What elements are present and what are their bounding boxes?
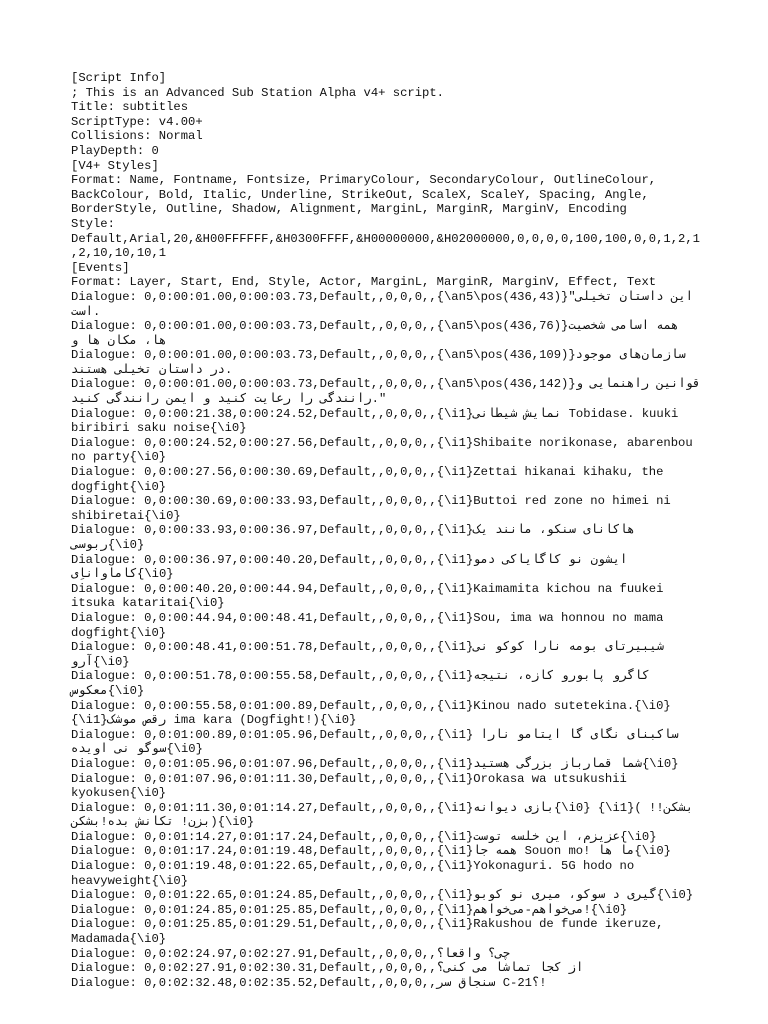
dialogue-line: Dialogue: 0,0:00:33.93,0:00:36.97,Default,,0,0,0,,{\i1}هاکانای سنکو، مانند یک ربوسی{\i0} (71, 523, 642, 552)
collisions-line: Collisions: Normal (71, 129, 203, 144)
dialogue-line: Dialogue: 0,0:00:48.41,0:00:51.78,Default,,0,0,0,,{\i1}شیبیرتای بومه نارا کوکو نی آرو{\i0} (71, 640, 672, 669)
dialogue-line: Dialogue: 0,0:00:36.97,0:00:40.20,Default,,0,0,0,,{\i1}ایشون نو کاگایاکی دمو کاماواناِی{\i0} (71, 552, 635, 582)
section-header-events: [Events] (71, 260, 130, 275)
dialogue-line: Dialogue: 0,0:01:00.89,0:01:05.96,Default,,0,0,0,,{\i1} ساکبنای نگای گا ایتامو نارا سوگو نی اویده{\i0} (71, 727, 686, 757)
section-header-styles: [V4+ Styles] (71, 158, 159, 173)
dialogue-line: Dialogue: 0,0:01:22.65,0:01:24.85,Default,,0,0,0,,{\i1}گیری د سوکو، میری نو کوبو{\i0} (71, 888, 694, 903)
dialogue-line: Dialogue: 0,0:00:21.38,0:00:24.52,Default,,0,0,0,,{\i1}نمایش شیطانی Tobidase. kuuki biribiri saku noise{\i0} (71, 406, 686, 436)
dialogue-line: Dialogue: 0,0:00:01.00,0:00:03.73,Default,,0,0,0,,{\an5\pos(436,76)}همه اسامی شخصیت ها، مکان ها و (71, 319, 686, 348)
style-definition-line: Style: Default,Arial,20,&H00FFFFFF,&H0300FFFF,&H00000000,&H02000000,0,0,0,0,100,100,0,0,1,2,1,2,10,10,10,1 (71, 216, 700, 261)
dialogue-line: Dialogue: 0,0:01:19.48,0:01:22.65,Default,,0,0,0,,{\i1}Yokonaguri. 5G hodo no heavyweight{\i0} (71, 859, 642, 888)
title-line: Title: subtitles (71, 100, 189, 115)
dialogue-line: Dialogue: 0,0:01:24.85,0:01:25.85,Default,,0,0,0,,{\i1}می‌خواهم-می‌خواهم!{\i0} (71, 902, 628, 917)
subtitle-script-document (71, 71, 708, 990)
dialogue-line: Dialogue: 0,0:00:44.94,0:00:48.41,Default,,0,0,0,,{\i1}Sou, ima wa honnou no mama dogfight{\i0} (71, 610, 671, 640)
dialogue-line: Dialogue: 0,0:02:32.48,0:02:35.52,Default,,0,0,0,,سنجاق سر C-21؟! (71, 975, 547, 990)
dialogue-line: Dialogue: 0,0:00:24.52,0:00:27.56,Default,,0,0,0,,{\i1}Shibaite norikonase, abarenbou no party{\i0} (71, 435, 700, 465)
section-header-script-info: [Script Info] (71, 71, 167, 85)
events-format-line: Format: Layer, Start, End, Style, Actor, MarginL, MarginR, MarginV, Effect, Text (71, 275, 657, 290)
dialogue-line: Dialogue: 0,0:00:01.00,0:00:03.73,Default,,0,0,0,,{\an5\pos(436,109)}سازمان‌های موجود در داستان تخیلی هستند. (71, 348, 694, 377)
dialogue-line: Dialogue: 0,0:00:40.20,0:00:44.94,Default,,0,0,0,,{\i1}Kaimamita kichou na fuukei itsuka kataritai{\i0} (71, 581, 671, 611)
dialogue-line: Dialogue: 0,0:00:55.58,0:01:00.89,Default,,0,0,0,,{\i1}Kinou nado sutetekina.{\i0}{\i1}رقص موشک ima kara (Dogfight!){\i0} (71, 698, 671, 728)
dialogue-line: Dialogue: 0,0:02:24.97,0:02:27.91,Default,,0,0,0,,چی؟ واقعا؟ (71, 946, 511, 961)
dialogue-line: Dialogue: 0,0:01:14.27,0:01:17.24,Default,,0,0,0,,{\i1}عزیزم، این خلسه توست{\i0} (71, 829, 657, 844)
dialogue-line: Dialogue: 0,0:01:07.96,0:01:11.30,Default,,0,0,0,,{\i1}Orokasa wa utsukushii kyokusen{\i0} (71, 771, 635, 801)
dialogue-line: Dialogue: 0,0:00:01.00,0:00:03.73,Default,,0,0,0,,{\an5\pos(436,43)}"این داستان تخیلی است. (71, 289, 701, 319)
dialogue-line: Dialogue: 0,0:01:05.96,0:01:07.96,Default,,0,0,0,,{\i1}شما قمارباز بزرگی هستید{\i0} (71, 756, 679, 771)
dialogue-line: Dialogue: 0,0:01:11.30,0:01:14.27,Default,,0,0,0,,{\i1}بازی دیوانه{\i0} {\i1}( !بشکن! بزن! تکانش بده!بشکن){\i0} (71, 800, 701, 830)
script-type-line: ScriptType: v4.00+ (71, 114, 203, 129)
styles-format-line: Format: Name, Fontname, Fontsize, PrimaryColour, SecondaryColour, OutlineColour, BackColour, Bold, Italic, Underline, StrikeOut, ScaleX, ScaleY, Spacing, Angle, BorderStyle, Outline, Shadow, Alignment, MarginL, MarginR, MarginV, Encoding (71, 173, 664, 217)
dialogue-line: Dialogue: 0,0:00:27.56,0:00:30.69,Default,,0,0,0,,{\i1}Zettai hikanai kihaku, the dogfight{\i0} (71, 465, 671, 494)
dialogue-line: Dialogue: 0,0:00:51.78,0:00:55.58,Default,,0,0,0,,{\i1}کاگرو پابورو کازه، نتیجه معکوس{\i0} (71, 669, 657, 698)
dialogue-line: Dialogue: 0,0:01:25.85,0:01:29.51,Default,,0,0,0,,{\i1}Rakushou de funde ikeruze, Madamada{\i0} (71, 917, 671, 947)
dialogue-line: Dialogue: 0,0:01:17.24,0:01:19.48,Default,,0,0,0,,{\i1}همه جا Souon mo! ما ها{\i0} (71, 844, 671, 859)
comment-line: ; This is an Advanced Sub Station Alpha v4+ script. (71, 85, 444, 100)
play-depth-line: PlayDepth: 0 (71, 143, 159, 158)
dialogue-line: Dialogue: 0,0:02:27.91,0:02:30.31,Default,,0,0,0,,از کجا تماشا می کنی؟ (71, 961, 584, 976)
dialogue-line: Dialogue: 0,0:00:30.69,0:00:33.93,Default,,0,0,0,,{\i1}Buttoi red zone no himei ni shibiretai{\i0} (71, 494, 679, 523)
dialogue-line: Dialogue: 0,0:00:01.00,0:00:03.73,Default,,0,0,0,,{\an5\pos(436,142)}قوانین راهنمایی و رانندگی را رعایت کنید و ایمن رانندگی کنید." (71, 377, 708, 407)
